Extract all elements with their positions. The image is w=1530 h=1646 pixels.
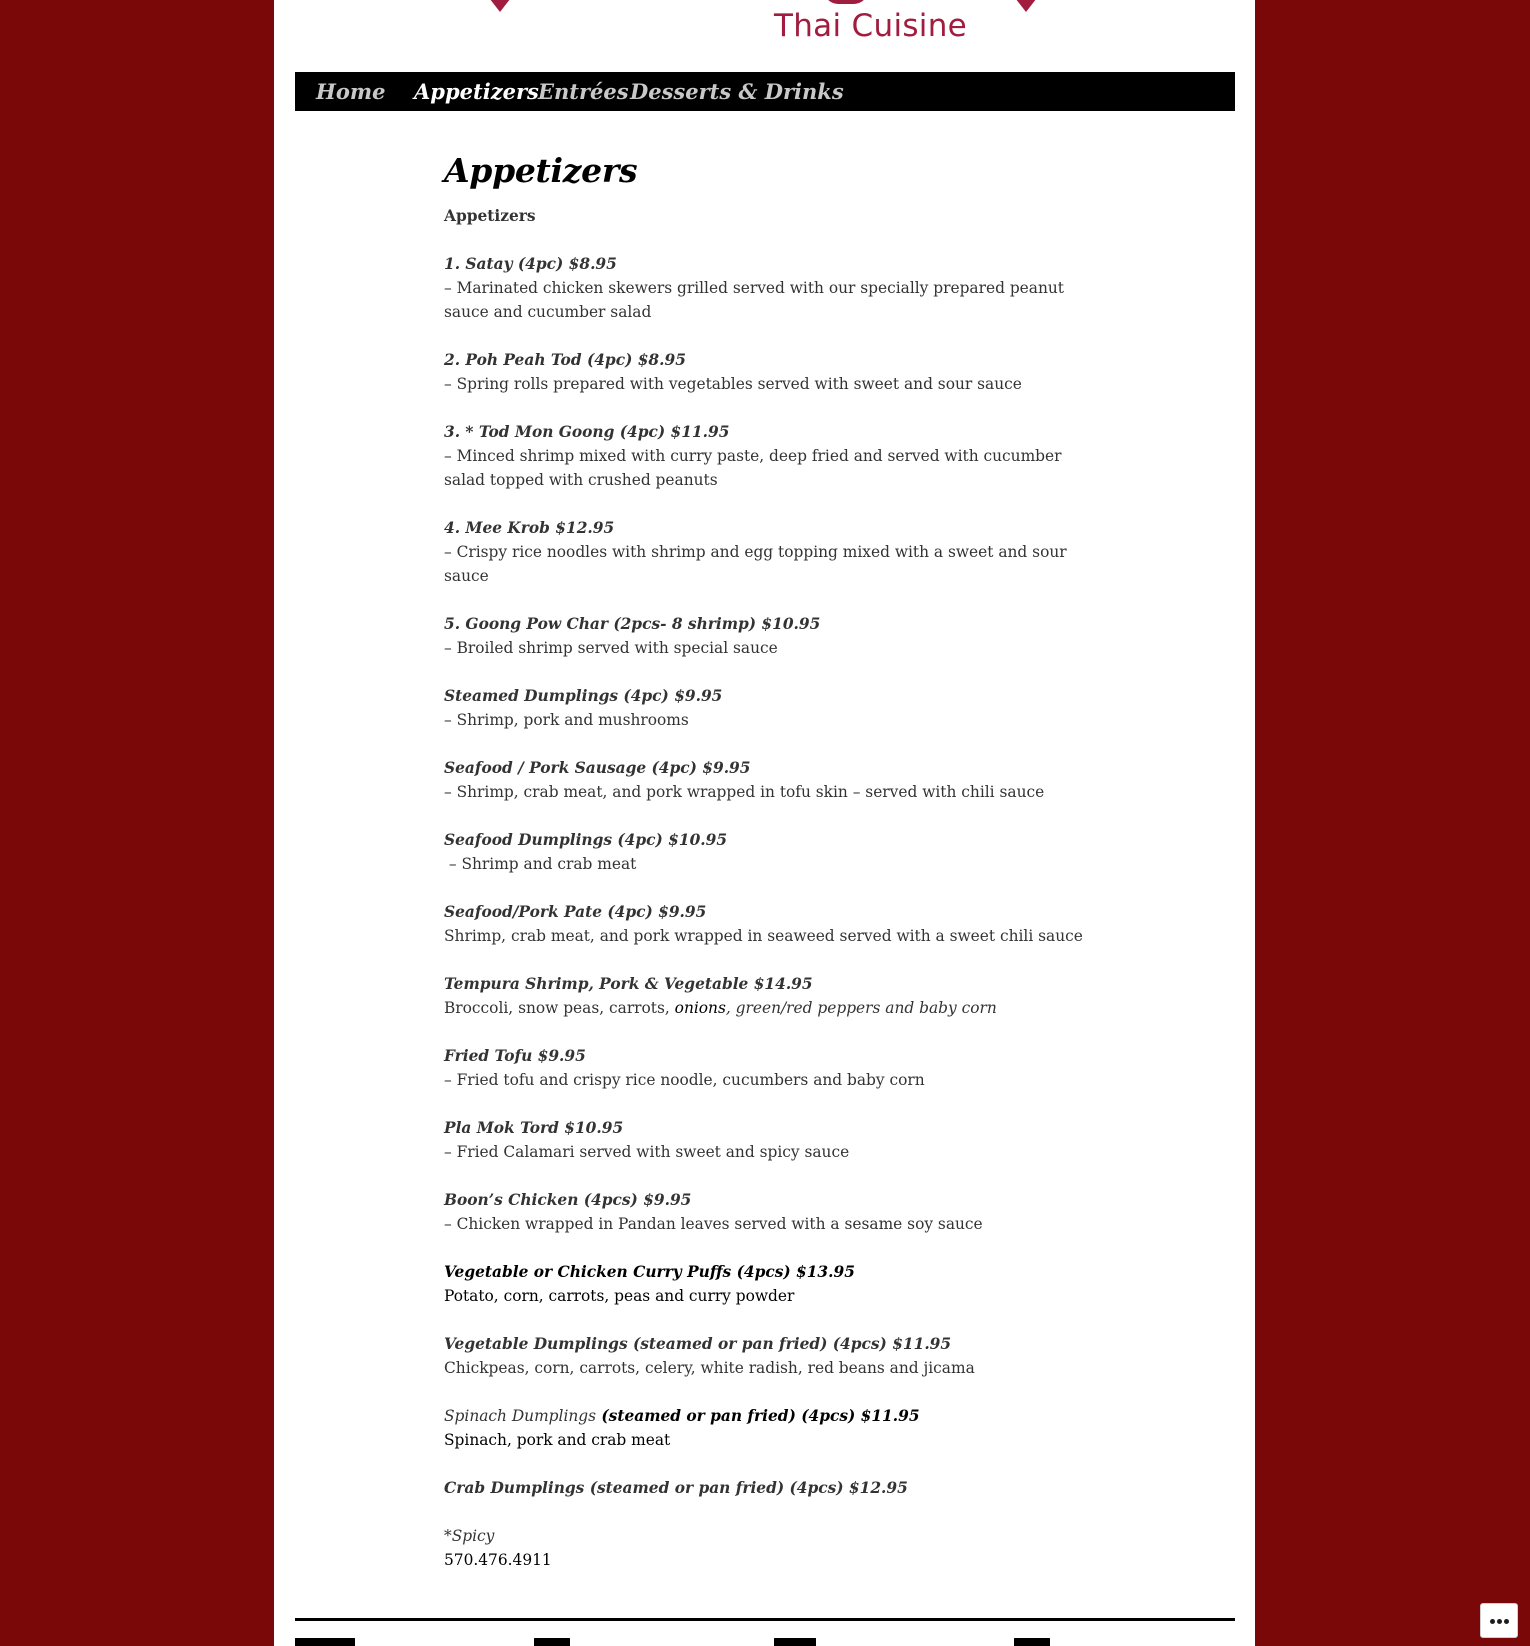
menu-item (444, 756, 1084, 804)
item-name: Crab Dumplings (steamed or pan fried) (4pcs) $12.95 (444, 1479, 908, 1497)
item-description: – Crispy rice noodles with shrimp and egg topping mixed with a sweet and sour sauce (444, 543, 1067, 585)
item-description: – Spring rolls prepared with vegetables served with sweet and sour sauce (444, 375, 1022, 393)
page-container (274, 0, 1255, 1646)
footer-widget-heading (774, 1638, 816, 1646)
item-name: 4. Mee Krob $12.95 (444, 519, 615, 537)
menu-list (444, 204, 1084, 1596)
item-name-prefix: Spinach Dumplings (444, 1407, 597, 1425)
menu-item (444, 612, 1084, 660)
item-name: Vegetable Dumplings (steamed or pan fried) (4pcs) $11.95 (444, 1335, 952, 1353)
menu-item (444, 1260, 1084, 1308)
nav-item-entrees[interactable]: Entrées (538, 79, 629, 104)
item-description: Chickpeas, corn, carrots, celery, white radish, red beans and jicama (444, 1359, 975, 1377)
item-description: – Minced shrimp mixed with curry paste, deep fried and served with cucumber salad topped with crushed peanuts (444, 447, 1062, 489)
item-description: – Chicken wrapped in Pandan leaves served with a sesame soy sauce (444, 1215, 983, 1233)
spicy-footnote: *Spicy (444, 1527, 495, 1545)
logo-mark (824, 0, 868, 4)
menu-item (444, 1116, 1084, 1164)
more-horizontal-icon (1504, 1619, 1509, 1624)
item-description: – Shrimp, crab meat, and pork wrapped in tofu skin – served with chili sauce (444, 783, 1045, 801)
menu-item (444, 1332, 1084, 1380)
item-name: Steamed Dumplings (4pc) $9.95 (444, 687, 723, 705)
menu-item (444, 516, 1084, 588)
item-name: Tempura Shrimp, Pork & Vegetable $14.95 (444, 975, 813, 993)
item-name: Vegetable or Chicken Curry Puffs (4pcs) $13.95 (444, 1263, 855, 1281)
menu-item (444, 1188, 1084, 1236)
item-name: Seafood Dumplings (4pc) $10.95 (444, 831, 728, 849)
menu-item (444, 1476, 1084, 1500)
entry-content (444, 148, 1083, 1569)
item-name: 5. Goong Pow Char (2pcs- 8 shrimp) $10.95 (444, 615, 821, 633)
footer-widget-heading (295, 1638, 355, 1646)
more-horizontal-icon (1490, 1619, 1495, 1624)
menu-item (444, 252, 1084, 324)
item-name: Seafood / Pork Sausage (4pc) $9.95 (444, 759, 751, 777)
main-navigation (295, 72, 1235, 111)
phone-number: 570.476.4911 (444, 1551, 552, 1569)
item-description-highlight: onions (674, 999, 726, 1017)
item-name: Seafood/Pork Pate (4pc) $9.95 (444, 903, 707, 921)
menu-item (444, 348, 1084, 396)
item-description: Spinach, pork and crab meat (444, 1431, 671, 1449)
menu-item (444, 1404, 1084, 1452)
menu-item (444, 684, 1084, 732)
item-description: – Marinated chicken skewers grilled served with our specially prepared peanut sauce and cucumber salad (444, 279, 1064, 321)
menu-item (444, 420, 1084, 492)
more-horizontal-icon (1497, 1619, 1502, 1624)
item-description: – Shrimp, pork and mushrooms (444, 711, 689, 729)
more-options-button[interactable] (1480, 1603, 1518, 1638)
item-description: – Fried Calamari served with sweet and spicy sauce (444, 1143, 850, 1161)
item-name: 2. Poh Peah Tod (4pc) $8.95 (444, 351, 686, 369)
menu-item (444, 900, 1084, 948)
item-description: – Shrimp and crab meat (444, 855, 637, 873)
nav-item-desserts-drinks[interactable]: Desserts & Drinks (630, 79, 844, 104)
contact-block (444, 1524, 1084, 1572)
item-name: 1. Satay (4pc) $8.95 (444, 255, 617, 273)
footer-divider (295, 1618, 1235, 1621)
nav-item-appetizers[interactable]: Appetizers (414, 79, 539, 104)
item-name: 3. * Tod Mon Goong (4pc) $11.95 (444, 423, 730, 441)
site-header (274, 0, 1255, 72)
heart-icon (486, 0, 514, 12)
item-description: Potato, corn, carrots, peas and curry powder (444, 1287, 795, 1305)
nav-item-home[interactable]: Home (316, 79, 386, 104)
item-description: Shrimp, crab meat, and pork wrapped in seaweed served with a sweet chili sauce (444, 927, 1083, 945)
item-description-italic: , green/red peppers and baby corn (725, 999, 997, 1017)
footer-widget-heading (1014, 1638, 1050, 1646)
menu-item (444, 828, 1084, 876)
item-name: Fried Tofu $9.95 (444, 1047, 586, 1065)
page-title: Appetizers (444, 151, 638, 190)
item-description: Broccoli, snow peas, carrots, (444, 999, 675, 1017)
intro-heading: Appetizers (444, 207, 536, 225)
site-tagline[interactable]: Thai Cuisine (774, 8, 968, 44)
item-description: – Broiled shrimp served with special sauce (444, 639, 778, 657)
item-name: Boon’s Chicken (4pcs) $9.95 (444, 1191, 692, 1209)
menu-item (444, 1044, 1084, 1092)
menu-item (444, 972, 1084, 1020)
item-description: – Fried tofu and crispy rice noodle, cucumbers and baby corn (444, 1071, 925, 1089)
item-name: Pla Mok Tord $10.95 (444, 1119, 624, 1137)
item-name: (steamed or pan fried) (4pcs) $11.95 (596, 1407, 920, 1425)
heart-icon (1012, 0, 1040, 12)
footer-widget-heading (534, 1638, 570, 1646)
